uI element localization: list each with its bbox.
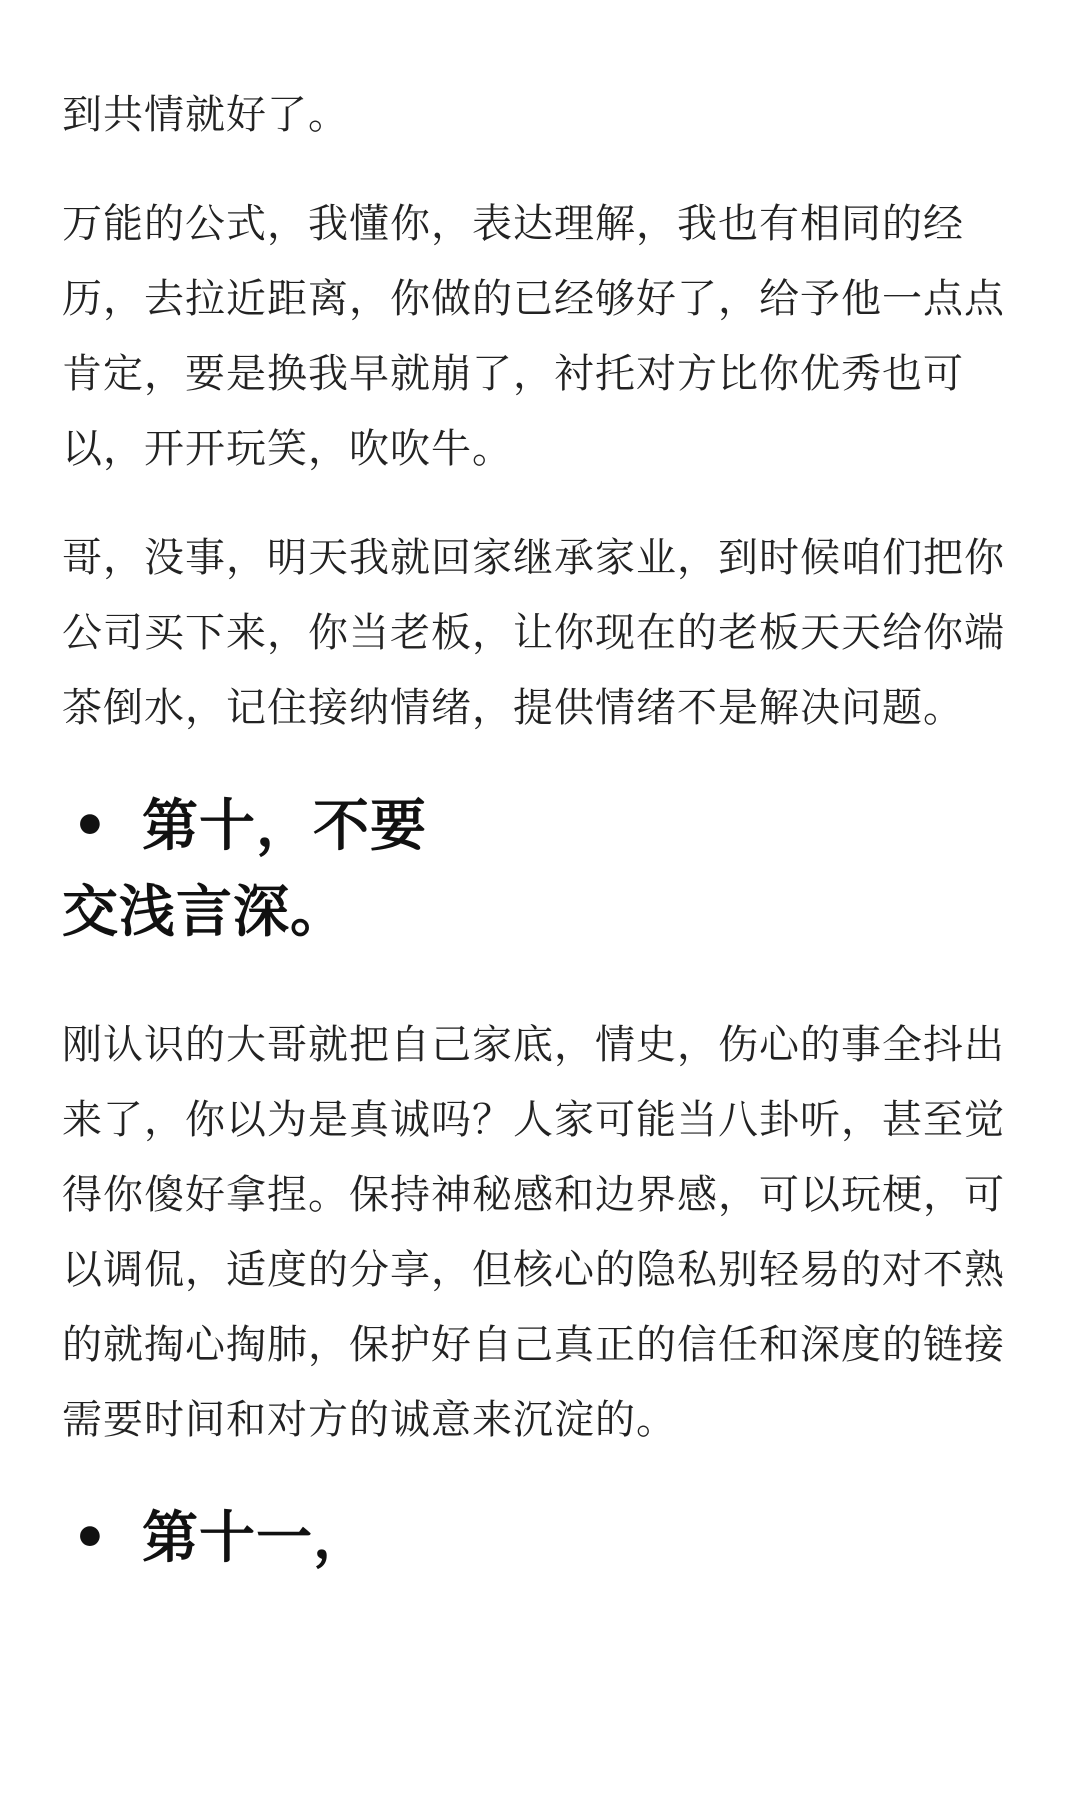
paragraph: 到共情就好了。 bbox=[62, 92, 349, 138]
paragraph: 万能的公式，我懂你，表达理解，我也有相同的经历，去拉近距离，你做的已经够好了，给予他一点点肯定，要是换我早就崩了，衬托对方比你优秀也可以，开开玩笑，吹吹牛。 bbox=[62, 201, 1005, 472]
article-body bbox=[62, 78, 1022, 1634]
section-heading-line: 第十一， bbox=[142, 1506, 370, 1571]
section-heading-line: 交浅言深。 bbox=[62, 880, 347, 945]
section-heading-11 bbox=[62, 1496, 1022, 1582]
bullet-icon: • bbox=[72, 794, 109, 859]
paragraph: 哥，没事，明天我就回家继承家业，到时候咱们把你公司买下来，你当老板，让你现在的老板天天给你端茶倒水，记住接纳情绪，提供情绪不是解决问题。 bbox=[62, 535, 1005, 731]
section-heading-line: 第十，不要 bbox=[142, 794, 427, 859]
section-heading-10 bbox=[62, 784, 1022, 956]
bullet-icon: • bbox=[72, 1506, 109, 1571]
paragraph: 刚认识的大哥就把自己家底，情史，伤心的事全抖出来了，你以为是真诚吗？人家可能当八卦听，甚至觉得你傻好拿捏。保持神秘感和边界感，可以玩梗，可以调侃，适度的分享，但核心的隐私别轻易的对不熟的就掏心掏肺，保护好自己真正的信任和深度的链接需要时间和对方的诚意来沉淀的。 bbox=[62, 1022, 1005, 1443]
